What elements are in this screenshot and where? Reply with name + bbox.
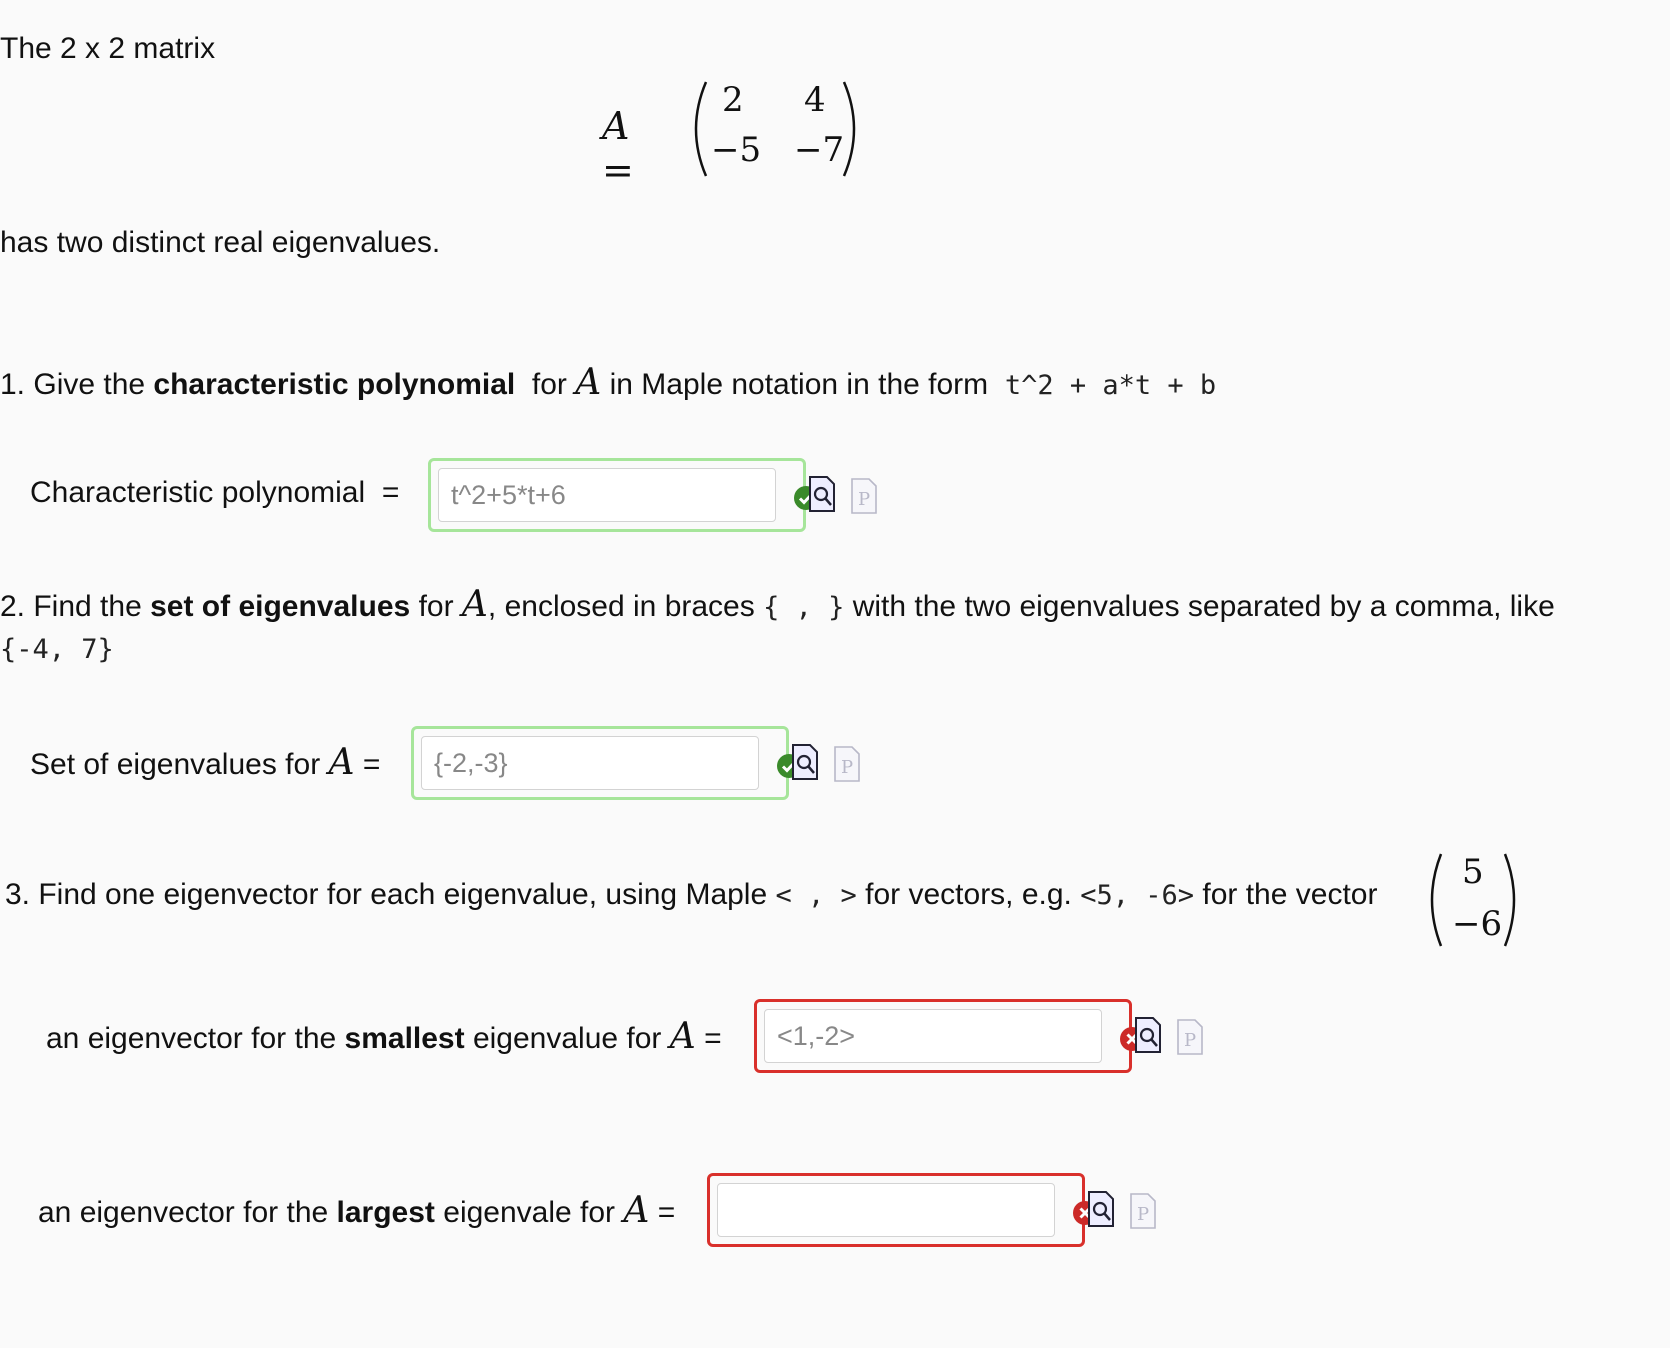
example-vector [1420,850,1530,950]
vector-entry: −6 [1452,904,1503,944]
q2-label-var: A [328,742,355,783]
sub1-pre: an eigenvector for the [46,1022,337,1055]
question-2-prompt [0,584,1555,625]
q1-answer-label [30,476,399,510]
q1-bold: characteristic polynomial [153,368,516,401]
q2-bold: set of eigenvalues [150,590,411,623]
intro-line-1: The 2 x 2 matrix [0,32,216,65]
preview-document-icon[interactable] [791,744,819,780]
vector-left-paren [1422,852,1444,948]
sub1-var: A [669,1016,696,1057]
question-1-prompt [0,362,1216,403]
q1-for: for [531,368,567,401]
intro-line-2: has two distinct real eigenvalues. [0,226,441,259]
matrix-equals: = [602,148,634,192]
matrix-entry: 4 [804,80,826,120]
q1-var: A [575,362,602,403]
svg-text:P: P [1137,1204,1150,1225]
sub2-post: eigenvale for [443,1196,616,1229]
q3-mid: for vectors, e.g. [865,878,1072,911]
q1-answer-frame [428,458,806,532]
matrix-lhs [602,104,640,192]
sub1-bold: smallest [344,1022,465,1055]
q1-code: t^2 + a*t + b [1004,370,1217,401]
maple-syntax-icon[interactable] [1129,1193,1157,1229]
matrix-entry: −5 [711,130,762,170]
sub1-equals: = [704,1022,722,1055]
q3-sub1-label [46,1016,722,1057]
q1-label: Characteristic polynomial [30,476,366,509]
q2-var: A [461,584,488,625]
q2-example: {-4, 7} [0,634,114,665]
q2-after2: with the two eigenvalues separated by a comma, like [852,590,1555,623]
sub2-pre: an eigenvector for the [38,1196,329,1229]
question-3-prompt [5,878,1377,912]
q2-for: for [418,590,454,623]
q1-answer-input[interactable] [438,468,776,522]
maple-syntax-icon[interactable] [833,746,861,782]
q2-after: , enclosed in braces [487,590,755,623]
sub2-answer-input[interactable] [717,1183,1055,1237]
q2-answer-label [30,742,380,783]
sub1-answer-input[interactable] [764,1009,1102,1063]
q3-sub2-label [38,1190,675,1231]
maple-syntax-icon[interactable] [1176,1019,1204,1055]
matrix-entry: 2 [722,80,744,120]
q3-angle: < , > [775,880,857,911]
matrix-entry: −7 [794,130,845,170]
q3-sub1-answer-frame [754,999,1132,1073]
preview-document-icon[interactable] [1087,1191,1115,1227]
q2-braces: { , } [763,592,845,623]
q3-text: 3. Find one eigenvector for each eigenvalue, using Maple [5,878,768,911]
q3-example: <5, -6> [1080,880,1195,911]
q1-after: in Maple notation in the form [609,368,989,401]
matrix-right-paren [840,80,866,178]
vector-right-paren [1502,852,1524,948]
q3-after: for the vector [1202,878,1378,911]
matrix-name: A [602,104,630,148]
sub2-equals: = [657,1196,676,1229]
matrix-left-paren [684,80,710,178]
q2-equals: = [362,748,381,781]
svg-text:P: P [858,489,871,510]
q3-sub2-answer-frame [707,1173,1085,1247]
preview-document-icon[interactable] [1134,1017,1162,1053]
q2-label: Set of eigenvalues for [30,748,321,781]
q2-answer-input[interactable] [421,736,759,790]
svg-text:P: P [1184,1030,1197,1051]
sub2-bold: largest [336,1196,435,1229]
q2-number: 2. Find the [0,590,142,623]
q2-answer-frame [411,726,789,800]
sub1-post: eigenvalue for [472,1022,662,1055]
vector-entry: 5 [1462,852,1484,892]
svg-text:P: P [841,757,854,778]
sub2-var: A [623,1190,650,1231]
q1-number: 1. Give the [0,368,146,401]
maple-syntax-icon[interactable] [850,478,878,514]
q1-equals: = [381,476,400,509]
preview-document-icon[interactable] [808,476,836,512]
